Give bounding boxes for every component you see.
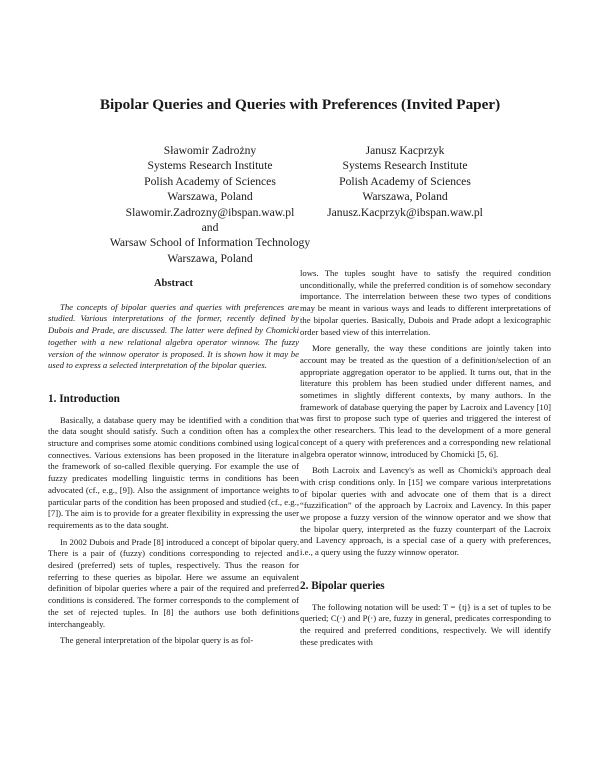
- author-affiliation: Systems Research Institute: [342, 159, 468, 173]
- author-name: Janusz Kacprzyk: [365, 144, 445, 157]
- author-affiliation: Systems Research Institute: [147, 159, 273, 173]
- abstract-paragraph: The concepts of bipolar queries and queries with preferences are studied. Various interpretations of the former, recently defined by Dubois and Prade, are discussed. The latter were defined by Chomicki together with a new relational algebra operator winnow. The fuzzy version of the winnow operator is proposed. It is shown how it may be used to express a selected interpretation of the bipolar queries.: [48, 301, 299, 371]
- author-affiliation: Polish Academy of Sciences: [144, 174, 276, 188]
- author-name: Sławomir Zadrożny: [163, 144, 257, 157]
- author-affiliation: Warsaw School of Information Technology: [109, 236, 311, 250]
- bipolar-paragraph-1: The following notation will be used: T = {tj} is a set of tuples to be queried; C(·) and P(·) are, fuzzy in general, predicates corresponding to the required and preferred conditions, respectively. We will identify these predicates with: [300, 601, 551, 647]
- section-heading-introduction: 1. Introduction: [48, 392, 120, 405]
- paper-title: Bipolar Queries and Queries with Preferences (Invited Paper): [99, 96, 501, 113]
- left-column: [48, 268, 299, 647]
- intro-paragraph-3: The general interpretation of the bipolar query is as fol-: [60, 635, 254, 646]
- intro-continuation: lows. The tuples sought have to satisfy the required condition unconditionally, while the preferred condition is of somehow secondary importance. The interrelation between these two types of conditions may be meant in various ways and leads to different interpretations of the bipolar queries. Basically, Dubois and Prade adopt a lexicographic order based view of this interrelation.: [300, 268, 551, 337]
- author-affiliation: Polish Academy of Sciences: [339, 174, 471, 188]
- intro-paragraph-1: Basically, a database query may be identified with a condition that the data sought should satisfy. Such a condition often has a complex structure and comprises some atomic conditions combined using logical connectives. Various extensions has been proposed in the literature in the framework of so-called flexible querying. For example the use of fuzzy predicates modelling linguistic terms in conditions has been advocated (cf., e.g., [9]). Also the assignment of importance weights to particular parts of the condition has been proposed and studied (cf., e.g., [7]). The aim is to provide for a greater flexibility in expressing the user requirements as to the data sought.: [48, 414, 299, 530]
- intro-paragraph-2: In 2002 Dubois and Prade [8] introduced a concept of bipolar query. There is a pair of (fuzzy) conditions corresponding to rejected and desired (preferred) sets of tuples, respectively. Thus the reason for referring to these queries as bipolar. Here we assume an equivalent definition of bipolar queries where a pair of the required and preferred conditions is considered. The former corresponds to the complement of the set of rejected tuples. In [8] the authors use both definitions interchangeably.: [48, 536, 299, 629]
- right-column: [300, 268, 551, 648]
- intro-paragraph-4: More generally, the way these conditions are jointly taken into account may be treated as the question of a definition/selection of an appropriate aggregation operator to be applied. It turns out, that in the literature this problem has been studied under different names, and sometimes in slightly different contexts, by many authors. In the framework of database querying the paper by Lacroix and Lavency [10] was first to propose such type of queries and triggered the interest of the other researchers. This lead to the development of a more general concept of a query with preferences and a corresponding new relational algebra operator winnow, introduced by Chomicki [5, 6].: [300, 343, 551, 459]
- abstract-body: [48, 302, 299, 372]
- abstract-heading: Abstract: [153, 278, 194, 289]
- section-heading-bipolar-queries: 2. Bipolar queries: [300, 579, 385, 592]
- author-block-kacprzyk: [300, 143, 510, 220]
- author-block-zadrozny: [90, 143, 330, 266]
- author-email: Slawomir.Zadrozny@ibspan.waw.pl: [125, 205, 295, 219]
- intro-paragraph-5: Both Lacroix and Lavency's as well as Chomicki's approach deal with crisp conditions only. In [15] we compare various interpretations of bipolar queries with and advocate one of them that is a direct “fuzzification” of the approach by Lacroix and Lavency. In this paper we propose a fuzzy version of the winnow operator and we show that the bipolar query, interpreted as the fuzzy counterpart of the Lacroix and Lavency approach, is a special case of a query with preferences, i.e., a query using the fuzzy winnow operator.: [300, 465, 551, 558]
- author-location: Warszawa, Poland: [167, 190, 253, 204]
- author-email: Janusz.Kacprzyk@ibspan.waw.pl: [327, 205, 483, 219]
- author-location: Warszawa, Poland: [167, 251, 253, 265]
- author-and: and: [201, 221, 219, 235]
- author-location: Warszawa, Poland: [362, 190, 448, 204]
